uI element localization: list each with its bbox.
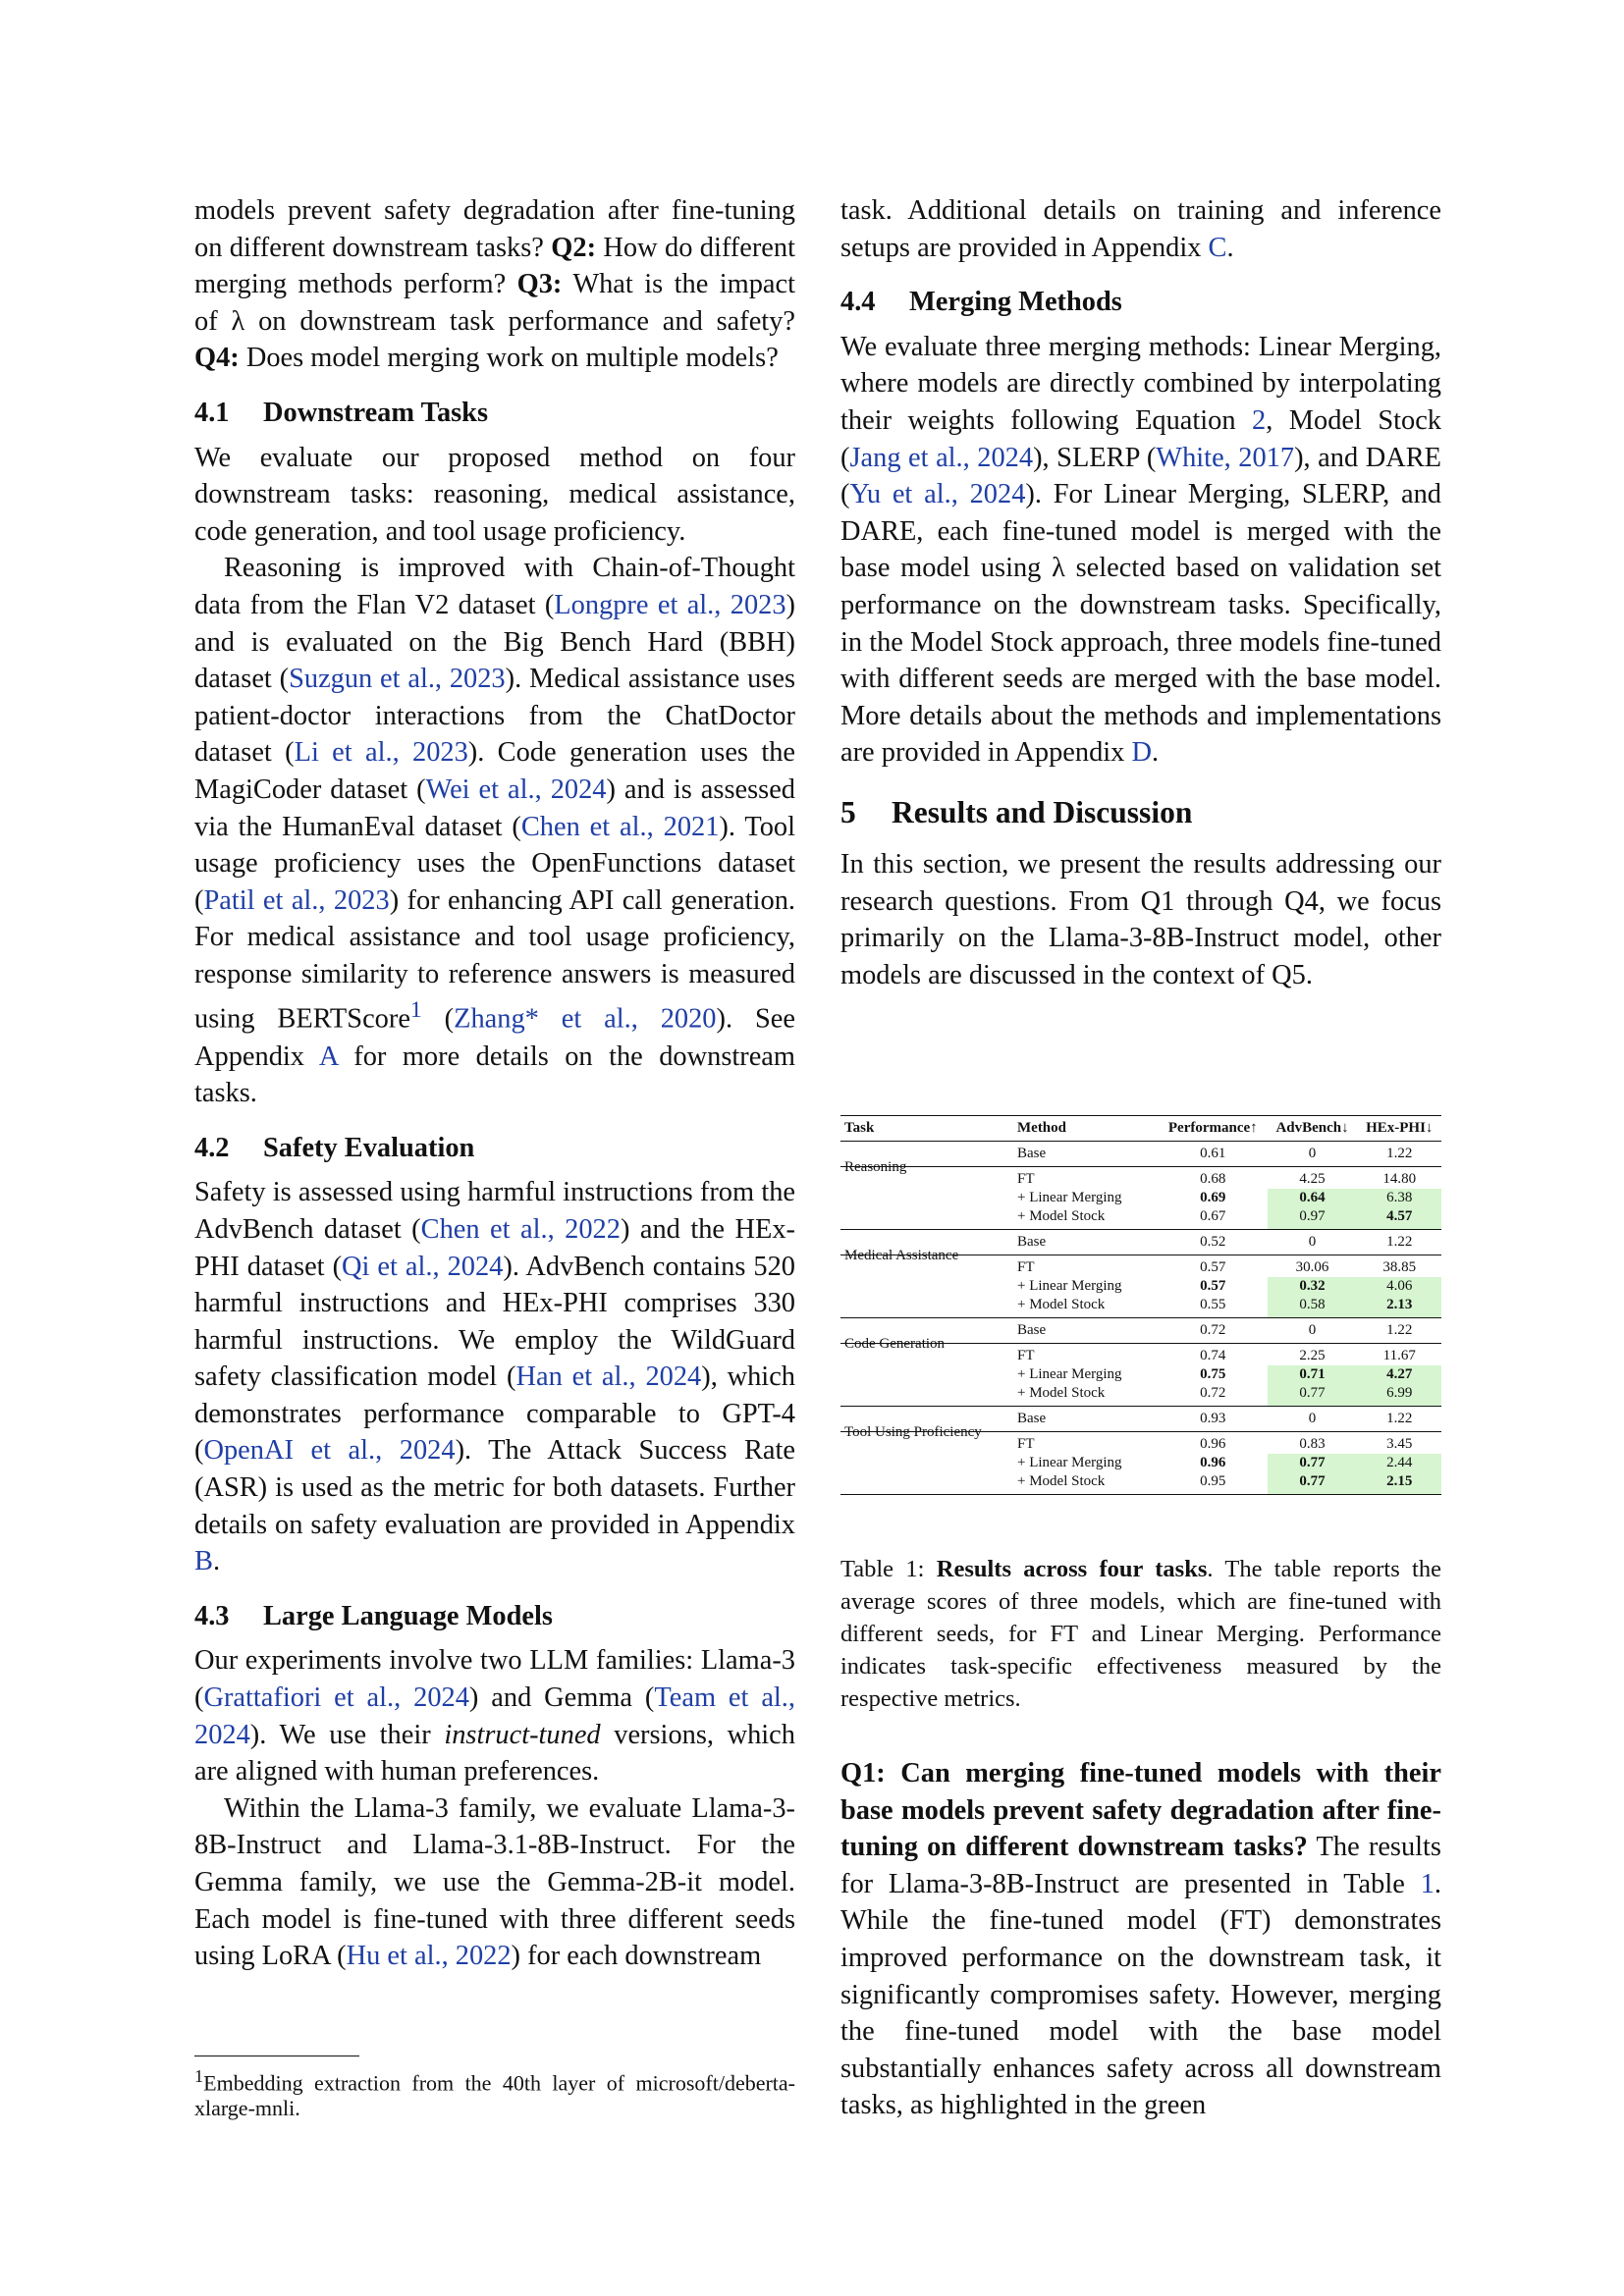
performance-cell: 0.74 [1200, 1348, 1226, 1363]
footnote-marker[interactable]: 1 [409, 997, 422, 1024]
llm-paragraph-2: Within the Llama-3 family, we evaluate Llama-3-8B-Instruct and Llama-3.1-8B-Instruct. For the Gemma family, we use the Gemma-2B-it model. Each model is fine-tuned with three different seeds using LoRA (Hu et al., 2022) for each downstream [194, 1792, 795, 1972]
method-cell: Base [1017, 1146, 1047, 1161]
citation-link[interactable]: Patil et al., 2023 [203, 884, 390, 916]
citation-link[interactable]: Team et al., 2024 [194, 1682, 795, 1750]
citation-link[interactable]: Li et al., 2023 [294, 737, 468, 769]
advbench-cell: 0.77 [1268, 1384, 1358, 1407]
footnote: $^1$Embedding extraction from the 40th layer of microsoft/deberta-xlarge-mnli. [194, 2066, 795, 2121]
q1-block [840, 1755, 1441, 2124]
advbench-cell: 0 [1308, 1411, 1317, 1426]
performance-cell: 0.96 [1200, 1436, 1226, 1452]
citation-link[interactable]: Jang et al., 2024 [849, 442, 1034, 473]
method-cell: Base [1017, 1411, 1047, 1426]
method-cell: + Linear Merging [1017, 1190, 1122, 1205]
citation-link[interactable]: Qi et al., 2024 [342, 1251, 504, 1282]
performance-cell: 0.69 [1200, 1190, 1226, 1205]
hexphi-cell: 1.22 [1386, 1411, 1413, 1426]
performance-cell: 0.57 [1200, 1278, 1226, 1294]
citation-link[interactable]: 1 [1420, 1868, 1435, 1899]
downstream-tasks-paragraph-1: We evaluate our proposed method on four downstream tasks: reasoning, medical assistance, code generation, and tool usage proficiency. [194, 442, 795, 547]
method-cell: FT [1017, 1348, 1035, 1363]
advbench-cell: 0.97 [1268, 1207, 1358, 1230]
citation-link[interactable]: D [1131, 737, 1152, 769]
right-column [840, 192, 1441, 993]
advbench-cell: 4.25 [1299, 1171, 1326, 1187]
method-cell: + Model Stock [1017, 1208, 1106, 1224]
citation-link[interactable]: 2 [1252, 404, 1267, 436]
downstream-tasks-paragraph-2: Reasoning is improved with Chain-of-Thought data from the Flan V2 dataset (Longpre et al., 2023) and is evaluated on the Big Bench Hard (BBH) dataset (Suzgun et al., 2023). Medical assistance uses patient-doctor interactions from the ChatDoctor dataset (Li et al., 2023). Code generation uses the MagiCoder dataset (Wei et al., 2024) and is assessed via the HumanEval dataset (Chen et al., 2021). Tool usage proficiency uses the OpenFunctions dataset (Patil et al., 2023) for enhancing API call generation. For medical assistance and tool usage proficiency, response similarity to reference answers is measured using BERTScore$^1$ (Zhang* et al., 2020). See Appendix A for more details on the downstream tasks. [194, 553, 796, 1109]
header-task: Task [844, 1120, 875, 1136]
safety-evaluation-paragraph: Safety is assessed using harmful instructions from the AdvBench dataset (Chen et al., 2022) and the HEx-PHI dataset (Qi et al., 2024). AdvBench contains 520 harmful instructions and HEx-PHI comprises 330 harmful instructions. We employ the WildGuard safety classification model (Han et al., 2024), which demonstrates performance comparable to GPT-4 (OpenAI et al., 2024). The Attack Success Rate (ASR) is used as the metric for both datasets. Further details on safety evaluation are provided in Appendix B. [194, 1177, 795, 1577]
advbench-cell: 0.71 [1268, 1365, 1358, 1384]
performance-cell: 0.67 [1200, 1208, 1226, 1224]
citation-link[interactable]: White, 2017 [1156, 442, 1295, 473]
citation-link[interactable]: C [1208, 232, 1227, 263]
method-cell: + Model Stock [1017, 1385, 1106, 1401]
citation-link[interactable]: Hu et al., 2022 [346, 1941, 512, 1972]
advbench-cell: 0.58 [1268, 1296, 1358, 1318]
citation-link[interactable]: Longpre et al., 2023 [554, 589, 786, 620]
advbench-cell: 30.06 [1295, 1259, 1329, 1275]
advbench-cell: 0.77 [1268, 1472, 1358, 1495]
task-label: Tool Using Proficiency [844, 1424, 982, 1440]
table-row [840, 1167, 1441, 1190]
header-performance: Performance↑ [1167, 1120, 1258, 1136]
citation-link[interactable]: B [194, 1546, 213, 1577]
merging-methods-paragraph: We evaluate three merging methods: Linear Merging, where models are directly combined by interpolating their weights following Equation 2, Model Stock (Jang et al., 2024), SLERP (White, 2017), and DARE (Yu et al., 2024). For Linear Merging, SLERP, and DARE, each fine-tuned model is merged with the base model using λ selected based on validation set performance on the downstream tasks. Specifically, in the Model Stock approach, three models fine-tuned with different seeds are merged with the base model. More details about the methods and implementations are provided in Appendix D. [840, 331, 1441, 769]
performance-cell: 0.95 [1200, 1473, 1226, 1489]
continued-paragraph: task. Additional details on training and inference setups are provided in Appendix C. [840, 195, 1441, 263]
task-label: Medical Assistance [844, 1248, 959, 1263]
task-label: Code Generation [844, 1336, 946, 1352]
performance-cell: 0.96 [1200, 1455, 1226, 1470]
advbench-cell: 0 [1308, 1234, 1317, 1250]
hexphi-cell: 14.80 [1382, 1171, 1417, 1187]
q1-paragraph [840, 1755, 1441, 2124]
citation-link[interactable]: Chen et al., 2022 [420, 1213, 621, 1245]
performance-cell: 0.93 [1200, 1411, 1226, 1426]
method-cell: + Linear Merging [1017, 1366, 1122, 1382]
table-row [840, 1432, 1441, 1455]
hexphi-cell: 2.15 [1358, 1472, 1441, 1495]
hexphi-cell: 4.27 [1358, 1365, 1441, 1384]
section-heading-5: 5 Results and Discussion [840, 794, 1193, 829]
citation-link[interactable]: Suzgun et al., 2023 [289, 664, 506, 695]
performance-cell: 0.68 [1200, 1171, 1226, 1187]
hexphi-cell: 11.67 [1382, 1348, 1416, 1363]
table-caption: Table 1: Results across four tasks. The table reports the average scores of three models, which are fine-tuned with different seeds, for FT and Linear Merging. Performance indicates task-specific effectiveness measured by the respective metrics. [840, 1556, 1441, 1712]
performance-cell: 0.75 [1200, 1366, 1226, 1382]
header-hexphi: HEx-PHI↓ [1366, 1120, 1434, 1136]
hexphi-cell: 4.57 [1358, 1207, 1441, 1230]
method-cell: Base [1017, 1234, 1047, 1250]
citation-link[interactable]: Chen et al., 2021 [520, 811, 720, 842]
method-cell: FT [1017, 1171, 1035, 1187]
left-column [194, 192, 795, 1975]
performance-cell: 0.57 [1200, 1259, 1226, 1275]
advbench-cell: 0 [1308, 1146, 1317, 1161]
method-cell: + Linear Merging [1017, 1278, 1122, 1294]
section-heading-4-2: 4.2 Safety Evaluation [194, 1132, 475, 1163]
hexphi-cell: 3.45 [1386, 1436, 1413, 1452]
citation-link[interactable]: A [318, 1041, 338, 1072]
q1-body: The results for Llama-3-8B-Instruct are presented in Table 1. While the fine-tuned model (FT) demonstrates improved performance on the downstream task, it significantly compromises safety. However, merging the fine-tuned model with the base model substantially enhances safety across all downstream tasks, as highlighted in the green [840, 1832, 1441, 2121]
advbench-cell: 2.25 [1299, 1348, 1326, 1363]
advbench-cell: 0 [1308, 1322, 1317, 1338]
citation-link[interactable]: Zhang* et al., 2020 [454, 1003, 717, 1035]
citation-link[interactable]: Grattafiori et al., 2024 [203, 1682, 469, 1714]
table-header-row [840, 1116, 1441, 1142]
method-cell: FT [1017, 1259, 1035, 1275]
table-row [840, 1344, 1441, 1366]
advbench-cell: 0.83 [1299, 1436, 1326, 1452]
table-row [840, 1255, 1441, 1278]
hexphi-cell: 1.22 [1386, 1234, 1413, 1250]
task-label: Reasoning [844, 1159, 907, 1175]
performance-cell: 0.55 [1200, 1297, 1226, 1312]
method-cell: + Linear Merging [1017, 1455, 1122, 1470]
citation-link[interactable]: Han et al., 2024 [515, 1362, 702, 1393]
results-table [840, 1115, 1441, 1495]
q1-heading: Q1: Can merging fine-tuned models with their base models prevent safety degradation after fine-tuning on different downstream tasks? [840, 1758, 1441, 1863]
table-row [840, 1142, 1441, 1167]
performance-cell: 0.72 [1200, 1322, 1226, 1338]
citation-link[interactable]: Wei et al., 2024 [425, 774, 607, 805]
method-cell: + Model Stock [1017, 1297, 1106, 1312]
llm-paragraph-1: Our experiments involve two LLM families: Llama-3 (Grattafiori et al., 2024) and Gemma (Team et al., 2024). We use their instruct-tuned versions, which are aligned with human preferences. [194, 1645, 795, 1788]
hexphi-cell: 6.99 [1358, 1384, 1441, 1407]
performance-cell: 0.61 [1200, 1146, 1226, 1161]
table-1 [840, 1115, 1441, 1495]
intro-paragraph: models prevent safety degradation after fine-tuning on different downstream tasks? Q2: How do different merging methods perform? Q3: What is the impact of λ on downstream task performance and safety? Q4: Does model merging work on multiple models? [194, 195, 795, 374]
hexphi-cell: 2.13 [1358, 1296, 1441, 1318]
advbench-cell: 0.77 [1268, 1454, 1358, 1472]
header-method: Method [1017, 1120, 1066, 1136]
citation-link[interactable]: OpenAI et al., 2024 [203, 1435, 456, 1467]
section-heading-4-3: 4.3 Large Language Models [194, 1600, 553, 1631]
advbench-cell: 0.32 [1268, 1277, 1358, 1296]
method-cell: + Model Stock [1017, 1473, 1106, 1489]
advbench-cell: 0.64 [1268, 1189, 1358, 1207]
hexphi-cell: 6.38 [1358, 1189, 1441, 1207]
italic-term: instruct-tuned [444, 1719, 601, 1750]
results-intro-paragraph: In this section, we present the results addressing our research questions. From Q1 through Q4, we focus primarily on the Llama-3-8B-Instruct model, other models are discussed in the context of Q5. [840, 848, 1441, 990]
section-heading-4-1: 4.1 Downstream Tasks [194, 397, 489, 428]
hexphi-cell: 1.22 [1386, 1146, 1413, 1161]
section-heading-4-4: 4.4 Merging Methods [840, 287, 1122, 318]
hexphi-cell: 4.06 [1358, 1277, 1441, 1296]
performance-cell: 0.52 [1200, 1234, 1226, 1250]
hexphi-cell: 38.85 [1382, 1259, 1417, 1275]
method-cell: Base [1017, 1322, 1047, 1338]
header-advbench: AdvBench↓ [1275, 1120, 1349, 1136]
hexphi-cell: 1.22 [1386, 1322, 1413, 1338]
hexphi-cell: 2.44 [1358, 1454, 1441, 1472]
performance-cell: 0.72 [1200, 1385, 1226, 1401]
citation-link[interactable]: Yu et al., 2024 [849, 479, 1026, 510]
method-cell: FT [1017, 1436, 1035, 1452]
